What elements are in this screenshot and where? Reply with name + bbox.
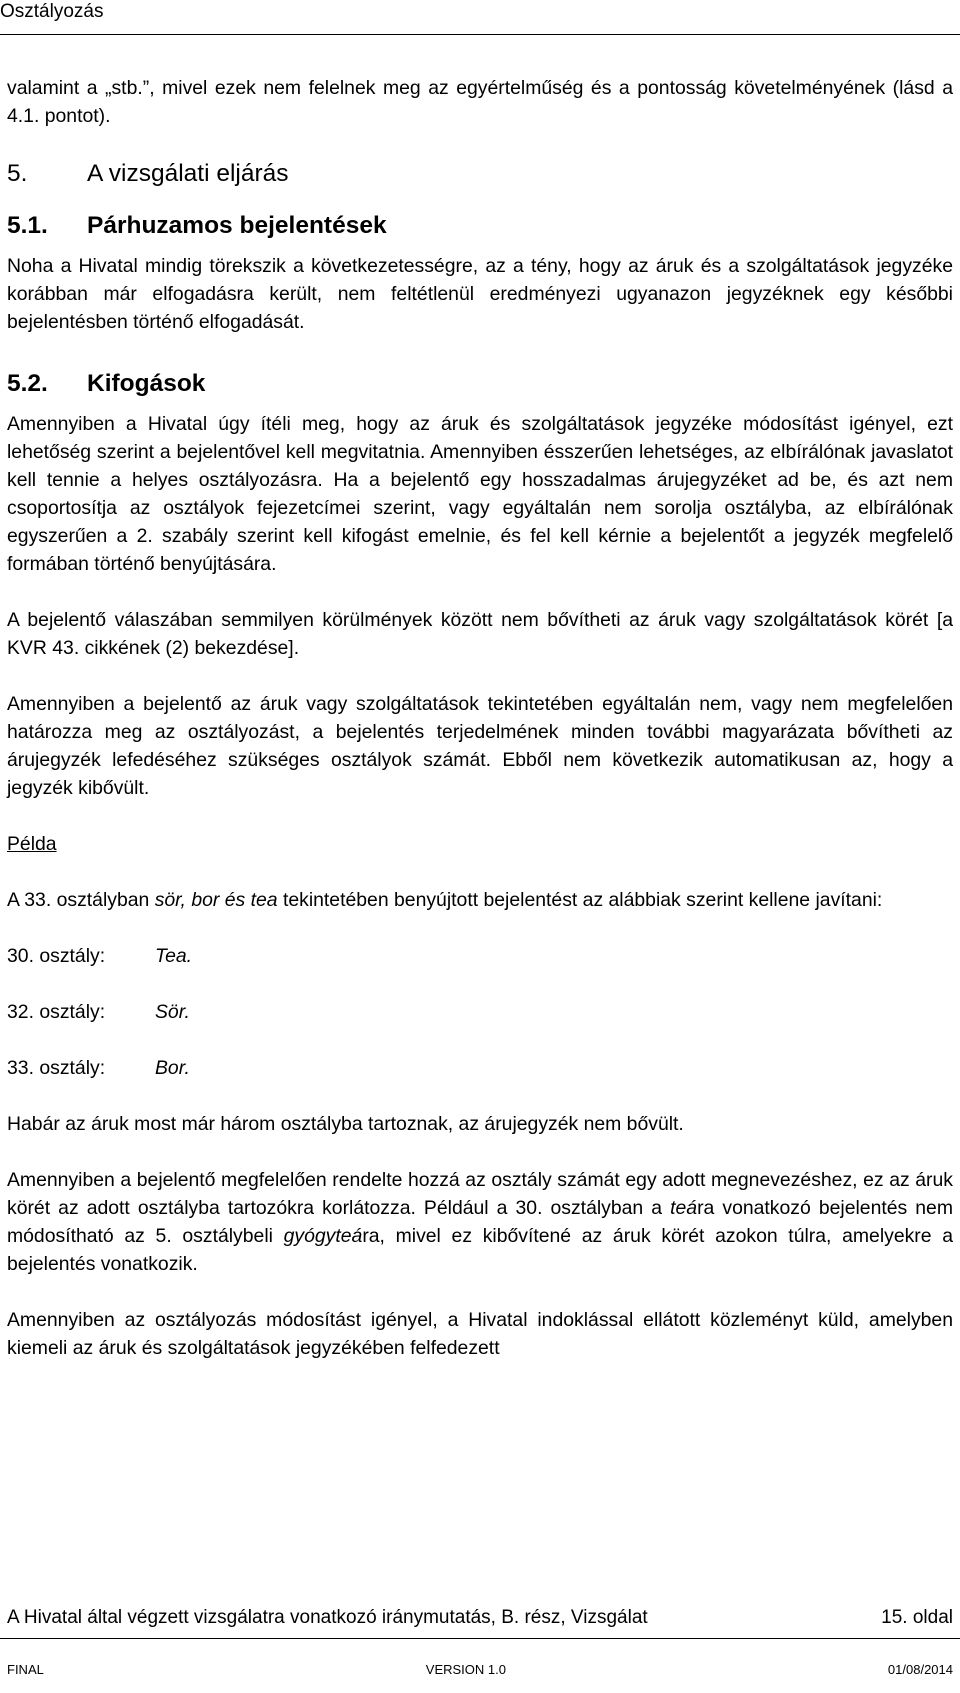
class-value: Bor. [155,1057,190,1079]
assign-text-1: Amennyiben a bejelentő megfelelően rendelte hozzá az osztály számát egy adott megnevezéshez, ez az áruk körét az adott osztályba tartozókra korlátozza. Például a 30. osztályban a [7,1169,953,1219]
paragraph-objections-2: A bejelentő válaszában semmilyen körülmények között nem bővítheti az áruk vagy szolgáltatások körét [a KVR 43. cikkének (2) bekezdése]. [7,609,953,659]
footer-version: VERSION 1.0 [425,1662,506,1677]
section-number: 5.2. [7,370,48,397]
class-row [7,998,953,1026]
footer-page-number: 15. oldal [881,1607,953,1628]
running-header: Osztályozás [0,1,104,22]
class-label: 30. osztály: [7,945,106,967]
paragraph-objections-1: Amennyiben a Hivatal úgy ítéli meg, hogy az áruk és szolgáltatások jegyzéke módosítást igényel, ezt lehetőség szerint a bejelentővel kell megvitatnia. Amennyiben ésszerűen lehetséges, az elbírálónak javaslatot kell tennie a helyes osztályozásra. Ha a bejelentő egy hosszadalmas árujegyzéket ad be, és azt nem csoportosítja az osztályok fejezetcímei szerint, vagy egyáltalán nem sorolja osztályba, az elbírálónak egyszerűen a 2. szabály szerint kell kifogást emelnie, és fel kell kérnie a bejelentőt a jegyzék megfelelő formában történő benyújtására. [7,413,953,575]
section-title: A vizsgálati eljárás [87,160,289,187]
footer-meta [7,1661,953,1679]
footer-document-title: A Hivatal által végzett vizsgálatra vonatkozó iránymutatás, B. rész, Vizsgálat [7,1607,648,1628]
assign-text-3: ra, mivel ez kibővítené az áruk körét azokon túlra, amelyekre a bejelentés vonatkozik. [7,1225,953,1275]
example-intro-text: A 33. osztályban [7,889,155,911]
document-body [7,74,953,1362]
section-number: 5. [7,160,28,187]
paragraph-parallel-applications: Noha a Hivatal mindig törekszik a következetességre, az a tény, hogy az áruk és a szolgáltatások jegyzéke korábban már elfogadásra került, nem feltétlenül eredményezi ugyanazon jegyzéknek egy későbbi bejelentésben történő elfogadását. [7,255,953,333]
header-rule [0,34,960,35]
footer-line [7,1606,953,1630]
example-intro-text-end: tekintetében benyújtott bejelentést az alábbiak szerint kellene javítani: [277,889,883,911]
section-5-1-heading [7,212,953,246]
class-value: Tea. [155,945,193,967]
example-class-list [7,942,953,1082]
footer-status: FINAL [7,1662,44,1677]
class-value: Sör. [155,1001,190,1023]
section-5-2-heading [7,370,953,404]
example-intro-italic: sör, bor és tea [154,889,278,911]
assign-italic-tea: teá [670,1197,698,1219]
paragraph-notification: Amennyiben az osztályozás módosítást igényel, a Hivatal indoklással ellátott közleményt küld, amelyben kiemeli az áruk és szolgáltatások jegyzékében felfedezett [7,1309,953,1359]
section-title: Párhuzamos bejelentések [87,212,387,239]
example-conclusion: Habár az áruk most már három osztályba tartoznak, az árujegyzék nem bővült. [7,1113,684,1135]
footer-date: 01/08/2014 [887,1662,953,1677]
assign-italic-herbal-tea: gyógyteá [283,1225,363,1247]
class-row [7,1054,953,1082]
paragraph-class-assignment [7,1166,953,1278]
class-row [7,942,953,970]
intro-paragraph: valamint a „stb.”, mivel ezek nem felelnek meg az egyértelműség és a pontosság követelményének (lásd a 4.1. pontot). [7,77,953,127]
assign-text-2: ra vonatkozó bejelentés nem módosítható az 5. osztálybeli [7,1197,953,1247]
section-number: 5.1. [7,212,48,239]
footer-rule [0,1638,960,1639]
class-label: 32. osztály: [7,1001,106,1023]
paragraph-objections-3: Amennyiben a bejelentő az áruk vagy szolgáltatások tekintetében egyáltalán nem, vagy nem megfelelően határozza meg az osztályozást, a bejelentés terjedelmének minden további magyarázata bővítheti az árujegyzék lefedéséhez szükséges osztályok számát. Ebből nem következik automatikusan az, hogy a jegyzék kibővült. [7,693,953,799]
example-intro [7,886,953,914]
class-label: 33. osztály: [7,1057,106,1079]
section-title: Kifogások [87,370,206,397]
section-5-heading [7,160,953,196]
example-title: Példa [7,833,57,855]
